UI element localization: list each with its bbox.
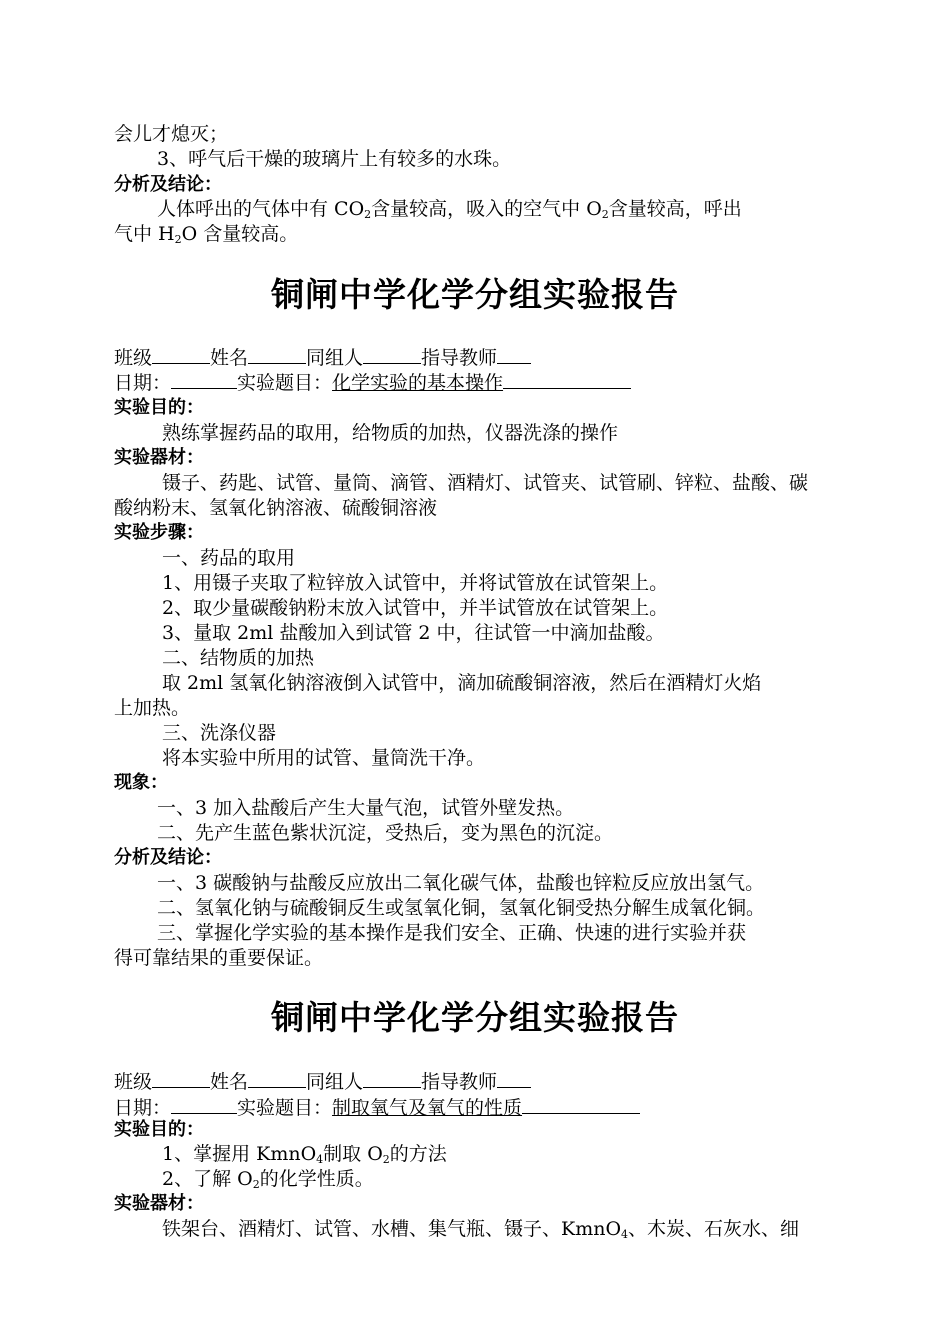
text-line: 镊子、药匙、试管、量筒、滴管、酒精灯、试管夹、试管刷、锌粒、盐酸、碳 — [162, 472, 809, 494]
text-line: 二、氢氧化钠与硫酸铜反生或氢氧化铜，氢氧化铜受热分解生成氧化铜。 — [157, 897, 766, 919]
text-line: 气中 $H_2O$ 含量较高。 — [114, 223, 299, 246]
info-line: 日期： 实验题目：化学实验的基本操作 — [114, 368, 631, 395]
section-heading: 实验目的： — [114, 397, 204, 418]
blank-field[interactable] — [171, 368, 237, 389]
text-line: 得可靠结果的重要保证。 — [114, 947, 324, 969]
blank-field[interactable] — [503, 368, 631, 389]
text-line: 2、取少量碳酸钠粉末放入试管中，并半试管放在试管架上。 — [162, 597, 669, 619]
text-line: 人体呼出的气体中有 $CO_2$含量较高，吸入的空气中 $O_2$含量较高，呼出 — [157, 198, 742, 221]
section-heading: 实验器材： — [114, 1193, 204, 1214]
text-line: 1、掌握用 KmnO$_4$制取 $O_2$的方法 — [162, 1143, 447, 1166]
report-title: 铜闸中学化学分组实验报告 — [271, 998, 679, 1037]
blank-field[interactable] — [152, 343, 210, 364]
text-line: 三、洗涤仪器 — [162, 722, 277, 744]
blank-field[interactable] — [248, 1067, 306, 1088]
section-heading: 实验目的： — [114, 1119, 204, 1140]
section-heading: 实验步骤： — [114, 522, 204, 543]
text-line: 三、掌握化学实验的基本操作是我们安全、正确、快速的进行实验并获 — [157, 922, 747, 944]
section-heading: 分析及结论： — [114, 174, 222, 195]
blank-field[interactable] — [497, 1067, 531, 1088]
blank-field[interactable] — [152, 1067, 210, 1088]
blank-field[interactable] — [171, 1093, 237, 1114]
blank-field[interactable] — [522, 1093, 640, 1114]
text-line: 一、药品的取用 — [162, 547, 296, 569]
text-line: 一、3 碳酸钠与盐酸反应放出二氧化碳气体，盐酸也锌粒反应放出氢气。 — [157, 872, 765, 894]
blank-field[interactable] — [363, 343, 421, 364]
text-line: 二、结物质的加热 — [162, 647, 315, 669]
blank-field[interactable] — [248, 343, 306, 364]
text-line: 铁架台、酒精灯、试管、水槽、集气瓶、镊子、KmnO$_4$、木炭、石灰水、细 — [162, 1218, 800, 1241]
text-line: 3、量取 2ml 盐酸加入到试管 2 中，往试管一中滴加盐酸。 — [162, 622, 665, 644]
text-line: 将本实验中所用的试管、量筒洗干净。 — [162, 747, 486, 769]
blank-field[interactable] — [363, 1067, 421, 1088]
text-line: 2、了解 $O_2$的化学性质。 — [162, 1168, 374, 1191]
report-title: 铜闸中学化学分组实验报告 — [271, 275, 679, 314]
text-line: 一、3 加入盐酸后产生大量气泡，试管外壁发热。 — [157, 797, 575, 819]
info-line: 日期： 实验题目：制取氧气及氧气的性质 — [114, 1093, 640, 1120]
text-line: 熟练掌握药品的取用，给物质的加热，仪器洗涤的操作 — [162, 422, 619, 444]
info-line: 班级 姓名 同组人 指导教师 — [114, 1067, 531, 1094]
text-line: 上加热。 — [114, 697, 191, 719]
section-heading: 分析及结论： — [114, 847, 222, 868]
text-line: 1、用镊子夹取了粒锌放入试管中，并将试管放在试管架上。 — [162, 572, 669, 594]
text-line: 二、先产生蓝色紫状沉淀，受热后，变为黑色的沉淀。 — [157, 822, 614, 844]
text-line: 会儿才熄灭； — [114, 123, 229, 145]
text-line: 取 2ml 氢氧化钠溶液倒入试管中，滴加硫酸铜溶液，然后在酒精灯火焰 — [162, 672, 762, 694]
text-line: 3、呼气后干燥的玻璃片上有较多的水珠。 — [157, 148, 512, 170]
info-line: 班级 姓名 同组人 指导教师 — [114, 343, 531, 370]
blank-field[interactable] — [497, 343, 531, 364]
section-heading: 现象： — [114, 772, 168, 793]
section-heading: 实验器材： — [114, 447, 204, 468]
text-line: 酸纳粉末、氢氧化钠溶液、硫酸铜溶液 — [114, 497, 438, 519]
